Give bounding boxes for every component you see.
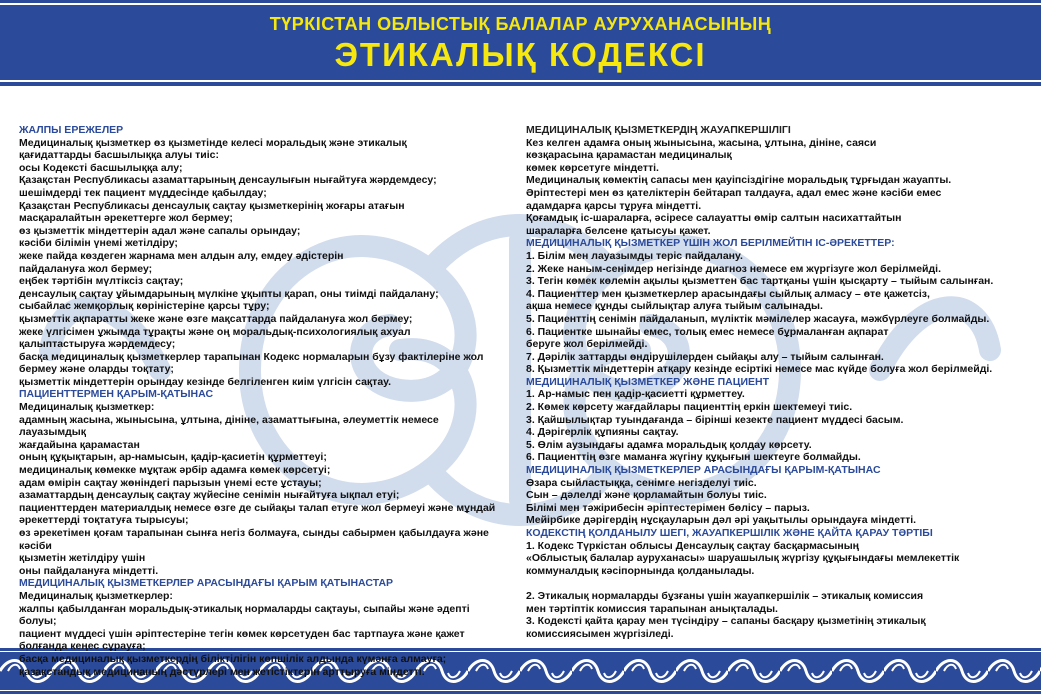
text-line: бермеу және оларды тоқтату; <box>19 363 174 376</box>
text-line: адамдарға қарсы тұруға міндетті. <box>526 199 702 212</box>
page-title: ЭТИКАЛЫҚ КОДЕКСІ <box>334 36 707 73</box>
text-line: Кез келген адамға оның жынысына, жасына, ұлтына, дініне, саяси <box>526 136 877 149</box>
text-line: жағдайына қарамастан <box>19 438 140 451</box>
header-bottom-rule <box>0 80 1041 82</box>
section-heading: МЕДИЦИНАЛЫҚ ҚЫЗМЕТКЕРЛЕР АРАСЫНДАҒЫ ҚАРЫМ-ҚАТЫНАС <box>526 464 881 477</box>
text-line: болғанда кеңес сұрауға; <box>19 640 146 653</box>
text-line: еңбек тәртібін мүлтіксіз сақтау; <box>19 275 184 288</box>
section-heading: МЕДИЦИНАЛЫҚ ҚЫЗМЕТКЕРЛЕР АРАСЫНДАҒЫ ҚАРЫМ ҚАТЫНАСТАР <box>19 577 394 590</box>
text-line: беруге жол берілмейді. <box>526 338 648 351</box>
text-line: 3. Тегін көмек көлемін ақылы қызметтен бас тартқаны үшін қысқарту – тыйым салынған. <box>526 275 994 288</box>
text-line: Әріптестері мен өз қателіктерін бейтарап талдауға, адал емес және кәсіби емес <box>526 186 942 199</box>
left-column <box>19 124 501 678</box>
text-line: Білімі мен тәжірибесін әріптестерімен бөлісу – парыз. <box>526 501 810 514</box>
section-heading: ПАЦИЕНТТЕРМЕН ҚАРЫМ-ҚАТЫНАС <box>19 388 214 401</box>
text-line: 6. Пациенттің өзге маманға жүгіну құқығын шектеуге болмайды. <box>526 451 861 464</box>
text-line: денсаулық сақтау ұйымдарының мүлкіне ұқыпты қарап, оны тиімді пайдалану; <box>19 287 439 300</box>
text-line: пациент мүддесі үшін әріптестеріне тегін көмек көрсетуден бас тартпауға және қажет <box>19 627 465 640</box>
text-line: Медициналық қызметкер: <box>19 401 155 414</box>
text-line: коммуналдық кәсіпорнында қолданылады. <box>526 564 755 577</box>
text-line: 6. Пациентке шынайы емес, толық емес немесе бұрмаланған ақпарат <box>526 325 889 338</box>
text-line: әрекеттерді тоқтатуға тырысуы; <box>19 514 189 527</box>
text-line: Медициналық көмектің сапасы мен қауіпсіздігіне моральдық тұрғыдан жауапты. <box>526 174 952 187</box>
text-line: Медициналық қызметкер өз қызметінде келесі моральдық және этикалық <box>19 136 407 149</box>
text-line: шараларға белсене қатысуы қажет. <box>526 224 711 237</box>
text-line: жалпы қабылданған моральдық-этикалық нормаларды сақтауы, сыпайы және әдепті болуы; <box>19 602 470 628</box>
section-heading: МЕДИЦИНАЛЫҚ ҚЫЗМЕТКЕР ҮШІН ЖОЛ БЕРІЛМЕЙТІН ІС-ӘРЕКЕТТЕР: <box>526 237 895 250</box>
section-heading: КОДЕКСТІҢ ҚОЛДАНЫЛУ ШЕГІ, ЖАУАПКЕРШІЛІК ЖӘНЕ ҚАЙТА ҚАРАУ ТӘРТІБІ <box>526 527 933 539</box>
section-heading: МЕДИЦИНАЛЫҚ ҚЫЗМЕТКЕР ЖӘНЕ ПАЦИЕНТ <box>526 375 769 388</box>
footer-bottom-rule <box>0 690 1041 691</box>
text-line: Өзара сыйластыққа, сенімге негізделуі тиіс. <box>526 476 757 489</box>
text-line: сыбайлас жемқорлық көріністеріне қарсы тұру; <box>19 300 270 313</box>
text-line: 2. Көмек көрсету жағдайлары пациенттің еркін шектемеуі тиіс. <box>526 401 853 414</box>
text-line: кәсіби білімін үнемі жетілдіру; <box>19 237 178 250</box>
hospital-name: ТҮРКІСТАН ОБЛЫСТЫҚ БАЛАЛАР АУРУХАНАСЫНЫҢ <box>269 14 772 34</box>
text-line: осы Кодексті басшылыққа алу; <box>19 161 183 174</box>
text-line: 5. Пациенттің сенімін пайдаланып, мүліктік мәмілелер жасауға, мәжбүрлеуге болмайды. <box>526 312 990 325</box>
text-line: 2. Жеке наным-сенімдер негізінде диагноз немесе ем жүргізуге жол берілмейді. <box>526 262 941 275</box>
text-line: пайдалануға жол бермеу; <box>19 262 153 275</box>
text-line: оны пайдалануға міндетті. <box>19 564 159 577</box>
text-line: 1. Білім мен лауазымды теріс пайдалану. <box>526 249 743 262</box>
text-line: 3. Қайшылықтар туындағанда – бірінші кезекте пациент мүддесі басым. <box>526 413 904 426</box>
text-line: көзқарасына қарамастан медициналық <box>526 149 732 162</box>
text-line: қағидаттарды басшылыққа алуы тиіс: <box>19 149 219 162</box>
text-line: 4. Дәрігерлік құпияны сақтау. <box>526 426 679 439</box>
right-column <box>526 124 1026 640</box>
text-line: масқаралайтын әрекеттерге жол бермеу; <box>19 212 233 225</box>
text-line: Қоғамдық іс-шараларға, әсіресе салауатты өмір салтын насихаттайтын <box>526 212 902 225</box>
text-line: пациенттерден материалдық немесе өзге де сыйақы талап етуге жол бермеуі және мұндай <box>19 501 496 514</box>
text-line: Мейірбике дәрігердің нұсқауларын дәл әрі уақытылы орындауға міндетті. <box>526 514 917 527</box>
text-line: медициналық көмекке мұқтаж әрбір адамға көмек көрсетуі; <box>19 464 331 477</box>
text-line: 5. Өлім аузындағы адамға моральдық қолдау көрсету. <box>526 438 812 451</box>
text-line: басқа медициналық қызметкерлер тарапынан Кодекс нормаларын бұзу фактілеріне жол <box>19 350 484 363</box>
text-line: шешімдерді тек пациент мүддесінде қабылдау; <box>19 186 267 199</box>
text-line: Қазақстан Республикасы денсаулық сақтау қызметкерінің жоғары атағын <box>19 199 405 212</box>
text-line: 1. Ар-намыс пен қадір-қасиетті құрметтеу. <box>526 388 745 401</box>
spacer <box>526 577 1026 590</box>
text-line: қызметтік ақпаратты жеке және өзге мақсаттарда пайдалануға жол бермеу; <box>19 312 413 325</box>
text-line: Сын – дәлелді және қорламайтын болуы тиіс. <box>526 489 767 502</box>
text-line: жеке үлгісімен ұжымда тұрақты және оң моральдық-психологиялық ахуал <box>19 325 411 338</box>
header-top-rule <box>0 3 1041 5</box>
text-line: 2. Этикалық нормаларды бұзғаны үшін жауапкершілік – этикалық комиссия <box>526 589 924 602</box>
text-line: адамның жасына, жынысына, ұлтына, дініне, азаматтығына, әлеуметтік немесе лауазымдық <box>19 413 439 439</box>
text-line: «Облыстық балалар ауруханасы» шаруашылық жүргізу құқығындағы мемлекеттік <box>526 552 960 565</box>
text-line: 4. Пациенттер мен қызметкерлер арасындағы сыйлық алмасу – өте қажетсіз, <box>526 287 930 300</box>
text-line: өз әрекетімен қоғам тарапынан сынға негіз болмауға, сынды сабырмен қабылдауға және кәсіби <box>19 527 489 552</box>
text-line: ақша немесе құнды сыйлықтар алуға тыйым салынады. <box>526 300 823 313</box>
text-line: мен тәртіптік комиссия тарапынан анықталады. <box>526 602 778 615</box>
text-line: 7. Дәрілік заттарды өндірушілерден сыйақы алу – тыйым салынған. <box>526 350 884 363</box>
header-banner <box>0 0 1041 86</box>
section-heading: МЕДИЦИНАЛЫҚ ҚЫЗМЕТКЕРДІҢ ЖАУАПКЕРШІЛІГІ <box>526 124 791 136</box>
text-line: жеке пайда көздеген жарнама мен алдын алу, емдеу әдістерін <box>19 249 344 262</box>
text-line: көмек көрсетуге міндетті. <box>526 161 659 174</box>
text-line: Медициналық қызметкерлер: <box>19 589 173 602</box>
text-line: қалыптастыруға жәрдемдесу; <box>19 338 176 351</box>
text-line: Қазақстан Республикасы азаматтарының денсаулығын нығайтуға жәрдемдесу; <box>19 174 437 187</box>
text-line: 1. Кодекс Түркістан облысы Денсаулық сақтау басқармасының <box>526 539 860 552</box>
text-line: 3. Кодексті қайта қарау мен түсіндіру – сапаны басқару қызметінің этикалық <box>526 615 926 628</box>
text-line: адам өмірін сақтау жөніндегі парызын үнемі есте ұстауы; <box>19 476 322 489</box>
text-line: азаматтардың денсаулық сақтау жүйесіне сенімін нығайтуға ықпал етуі; <box>19 489 400 502</box>
text-line: комиссиясымен жүргізіледі. <box>526 627 674 640</box>
text-line: оның құқықтарын, ар-намысын, қадір-қасиетін құрметтеуі; <box>19 451 327 464</box>
text-line: қызметін жетілдіру үшін <box>19 552 146 565</box>
text-line: басқа медициналық қызметкердің біліктілігін көпшілік алдында күмәнға алмауға; <box>19 652 447 665</box>
text-line: 8. Қызметтік міндеттерін атқару кезінде есіртікі немесе мас күйде болуға жол берілмейді. <box>526 363 993 376</box>
text-line: өз қызметтік міндеттерін адал және сапалы орындау; <box>19 224 301 237</box>
text-line: қызметтік міндеттерін орындау кезінде белгіленген киім үлгісін сақтау. <box>19 375 392 388</box>
section-heading: ЖАЛПЫ ЕРЕЖЕЛЕР <box>19 124 124 136</box>
text-line: қазақстандық медицинаның дәстүрлері мен жетістіктерін арттыруға міндетті. <box>19 665 425 678</box>
